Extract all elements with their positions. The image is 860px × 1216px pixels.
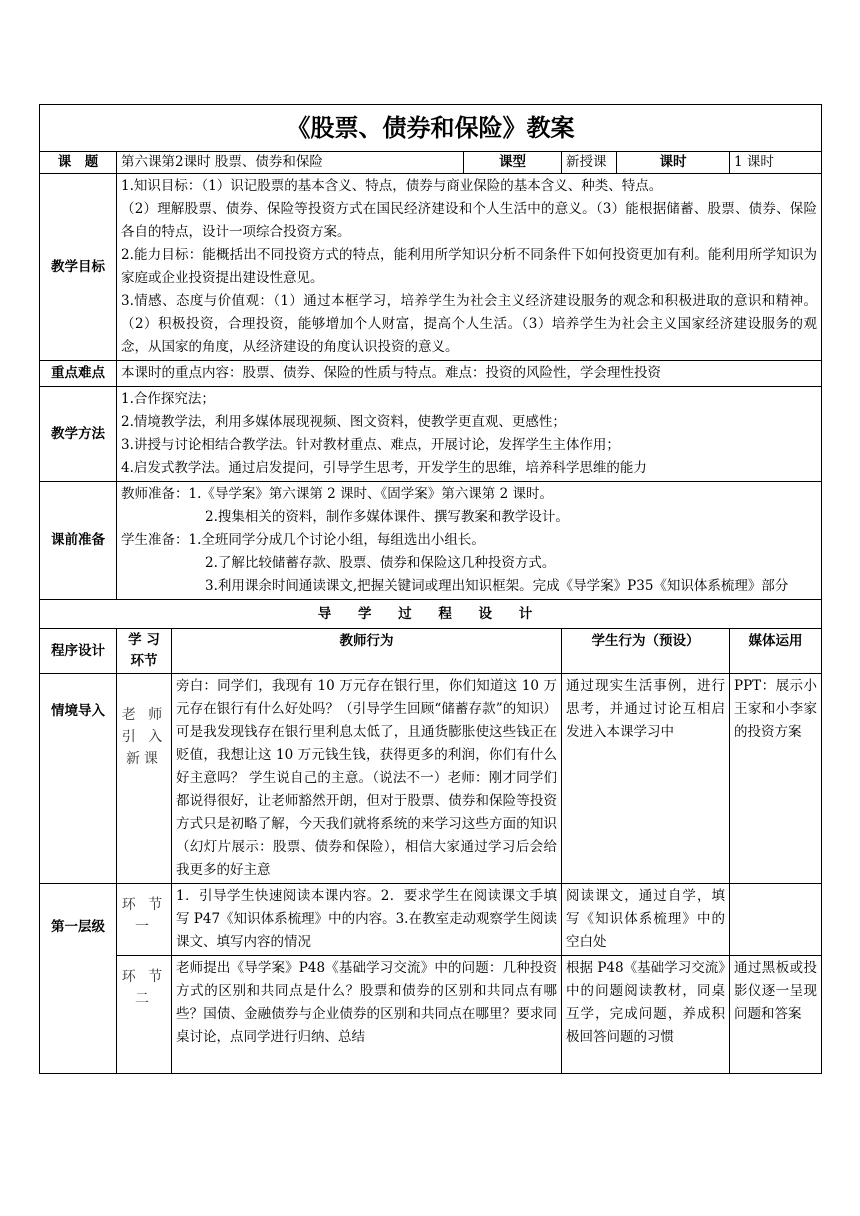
objectives-row [40,174,822,361]
preparation-row [40,482,822,600]
document-title: 《股票、债券和保险》教案 [40,105,822,152]
stage-cell: 环 节 一 [117,884,172,956]
info-row [40,152,822,174]
stage-cell: 老 师 引 入 新课 [117,674,172,884]
objective-line: 1.知识目标：（1）识记股票的基本含义、特点，债券与商业保险的基本含义、种类、特点。 [121,178,663,194]
media-cell [730,884,822,956]
process-section-title: 导 学 过 程 设 计 [40,600,822,629]
program-cell: 第一层级 [40,884,117,1074]
methods-row [40,387,822,482]
type-value: 新授课 [562,152,617,174]
lesson-plan-table [39,104,822,1074]
student-prep-line: 3.利用课余时间通读课文,把握关键词或理出知识框架。完成《导学案》P35《知识体系梳理》部分 [205,578,789,594]
method-line: 2.情境教学法，利用多媒体展现视频、图文资料，使教学更直观、更感性； [121,414,566,430]
process-row-level1-stage2 [40,956,822,1074]
hours-label: 课时 [617,152,730,174]
teacher-cell: 1．引导学生快速阅读本课内容。2．要求学生在阅读课文手填写 P47《知识体系梳理》中的内容。3.在教室走动观察学生阅读课文、填写内容的情况 [172,884,562,956]
header-student: 学生行为（预设） [562,629,730,674]
teacher-prep-line: 教师准备：1.《导学案》第六课第 2 课时、《固学案》第六课第 2 课时。 [121,486,553,502]
program-cell: 情境导入 [40,674,117,884]
objective-line: 3.情感、态度与价值观：（1）通过本框学习，培养学生为社会主义经济建设服务的观念和积极进取的意识和精神。（2）积极投资，合理投资，能够增加个人财富，提高个人生活。（3）培养学生为社会主义国家经济建设服务的观念，从国家的角度，从经济建设的角度认识投资的意义。 [121,293,817,355]
process-row-level1-stage1 [40,884,822,956]
method-line: 3.讲授与讨论相结合教学法。针对教材重点、难点，开展讨论，发挥学生主体作用； [121,437,620,453]
objective-line: 2.能力目标：能概括出不同投资方式的特点，能利用所学知识分析不同条件下如何投资更加有利。能利用所学知识为家庭或企业投资提出建设性意见。 [121,247,817,286]
preparation-label: 课前准备 [40,482,117,600]
preparation-content [117,482,822,600]
type-label: 课型 [464,152,562,174]
media-cell: PPT：展示小王家和小李家的投资方案 [730,674,822,884]
teacher-cell: 老师提出《导学案》P48《基础学习交流》中的问题：几种投资方式的区别和共同点是什么？股票和债券的区别和共同点有哪些？国债、金融债券与企业债券的区别和共同点在哪里？要求同桌讨论，点同学进行归纳、总结 [172,956,562,1074]
stage-cell: 环 节 二 [117,956,172,1074]
topic-label: 课 题 [40,152,117,174]
student-cell: 阅读课文，通过自学，填写《知识体系梳理》中的空白处 [562,884,730,956]
student-prep-line: 学生准备：1.全班同学分成几个讨论小组，每组选出小组长。 [121,532,485,548]
header-program: 程序设计 [40,629,117,674]
student-cell: 通过现实生活事例，进行思考，并通过讨论互相启发进入本课学习中 [562,674,730,884]
method-line: 4.启发式教学法。通过启发提问，引导学生思考，开发学生的思维，培养科学思维的能力 [121,460,647,476]
header-media: 媒体运用 [730,629,822,674]
key-points-row [40,361,822,387]
lesson-plan-page [39,104,821,1074]
teacher-prep-line: 2.搜集相关的资料，制作多媒体课件、撰写教案和教学设计。 [205,509,569,525]
process-section-row [40,600,822,629]
header-teacher: 教师行为 [172,629,562,674]
hours-value: 1 课时 [730,152,822,174]
header-stage: 学 习 环节 [117,629,172,674]
student-cell: 根据 P48《基础学习交流》中的问题阅读教材，同桌互学，完成问题，养成积极回答问题的习惯 [562,956,730,1074]
methods-content [117,387,822,482]
key-points-label: 重点难点 [40,361,117,387]
process-header-row [40,629,822,674]
teacher-cell: 旁白：同学们，我现有 10 万元存在银行里，你们知道这 10 万元存在银行有什么好处吗？（引导学生回顾“储蓄存款”的知识）可是我发现钱存在银行里利息太低了，且通货膨胀使这些钱正在贬值，我想让这 10 万元钱生钱，获得更多的利润，你们有什么好主意吗？ 学生说自己的主意。（说法不一）老师：刚才同学们都说得很好，让老师豁然开朗，但对于股票、债券和保险等投资方式只是初略了解，今天我们就将系统的来学习这些方面的知识（幻灯片展示：股票、债券和保险），相信大家通过学习后会给我更多的好主意 [172,674,562,884]
objectives-content [117,174,822,361]
process-row-intro [40,674,822,884]
method-line: 1.合作探究法； [121,391,215,407]
student-prep-line: 2.了解比较储蓄存款、股票、债券和保险这几种投资方式。 [205,555,556,571]
topic-value: 第六课第2课时 股票、债券和保险 [117,152,464,174]
key-points-text: 本课时的重点内容：股票、债券、保险的性质与特点。难点：投资的风险性，学会理性投资 [117,361,822,387]
media-cell: 通过黑板或投影仪逐一呈现问题和答案 [730,956,822,1074]
objectives-label: 教学目标 [40,174,117,361]
objective-line: （2）理解股票、债券、保险等投资方式在国民经济建设和个人生活中的意义。（3）能根据储蓄、股票、债券、保险各自的特点，设计一项综合投资方案。 [121,201,817,240]
methods-label: 教学方法 [40,387,117,482]
